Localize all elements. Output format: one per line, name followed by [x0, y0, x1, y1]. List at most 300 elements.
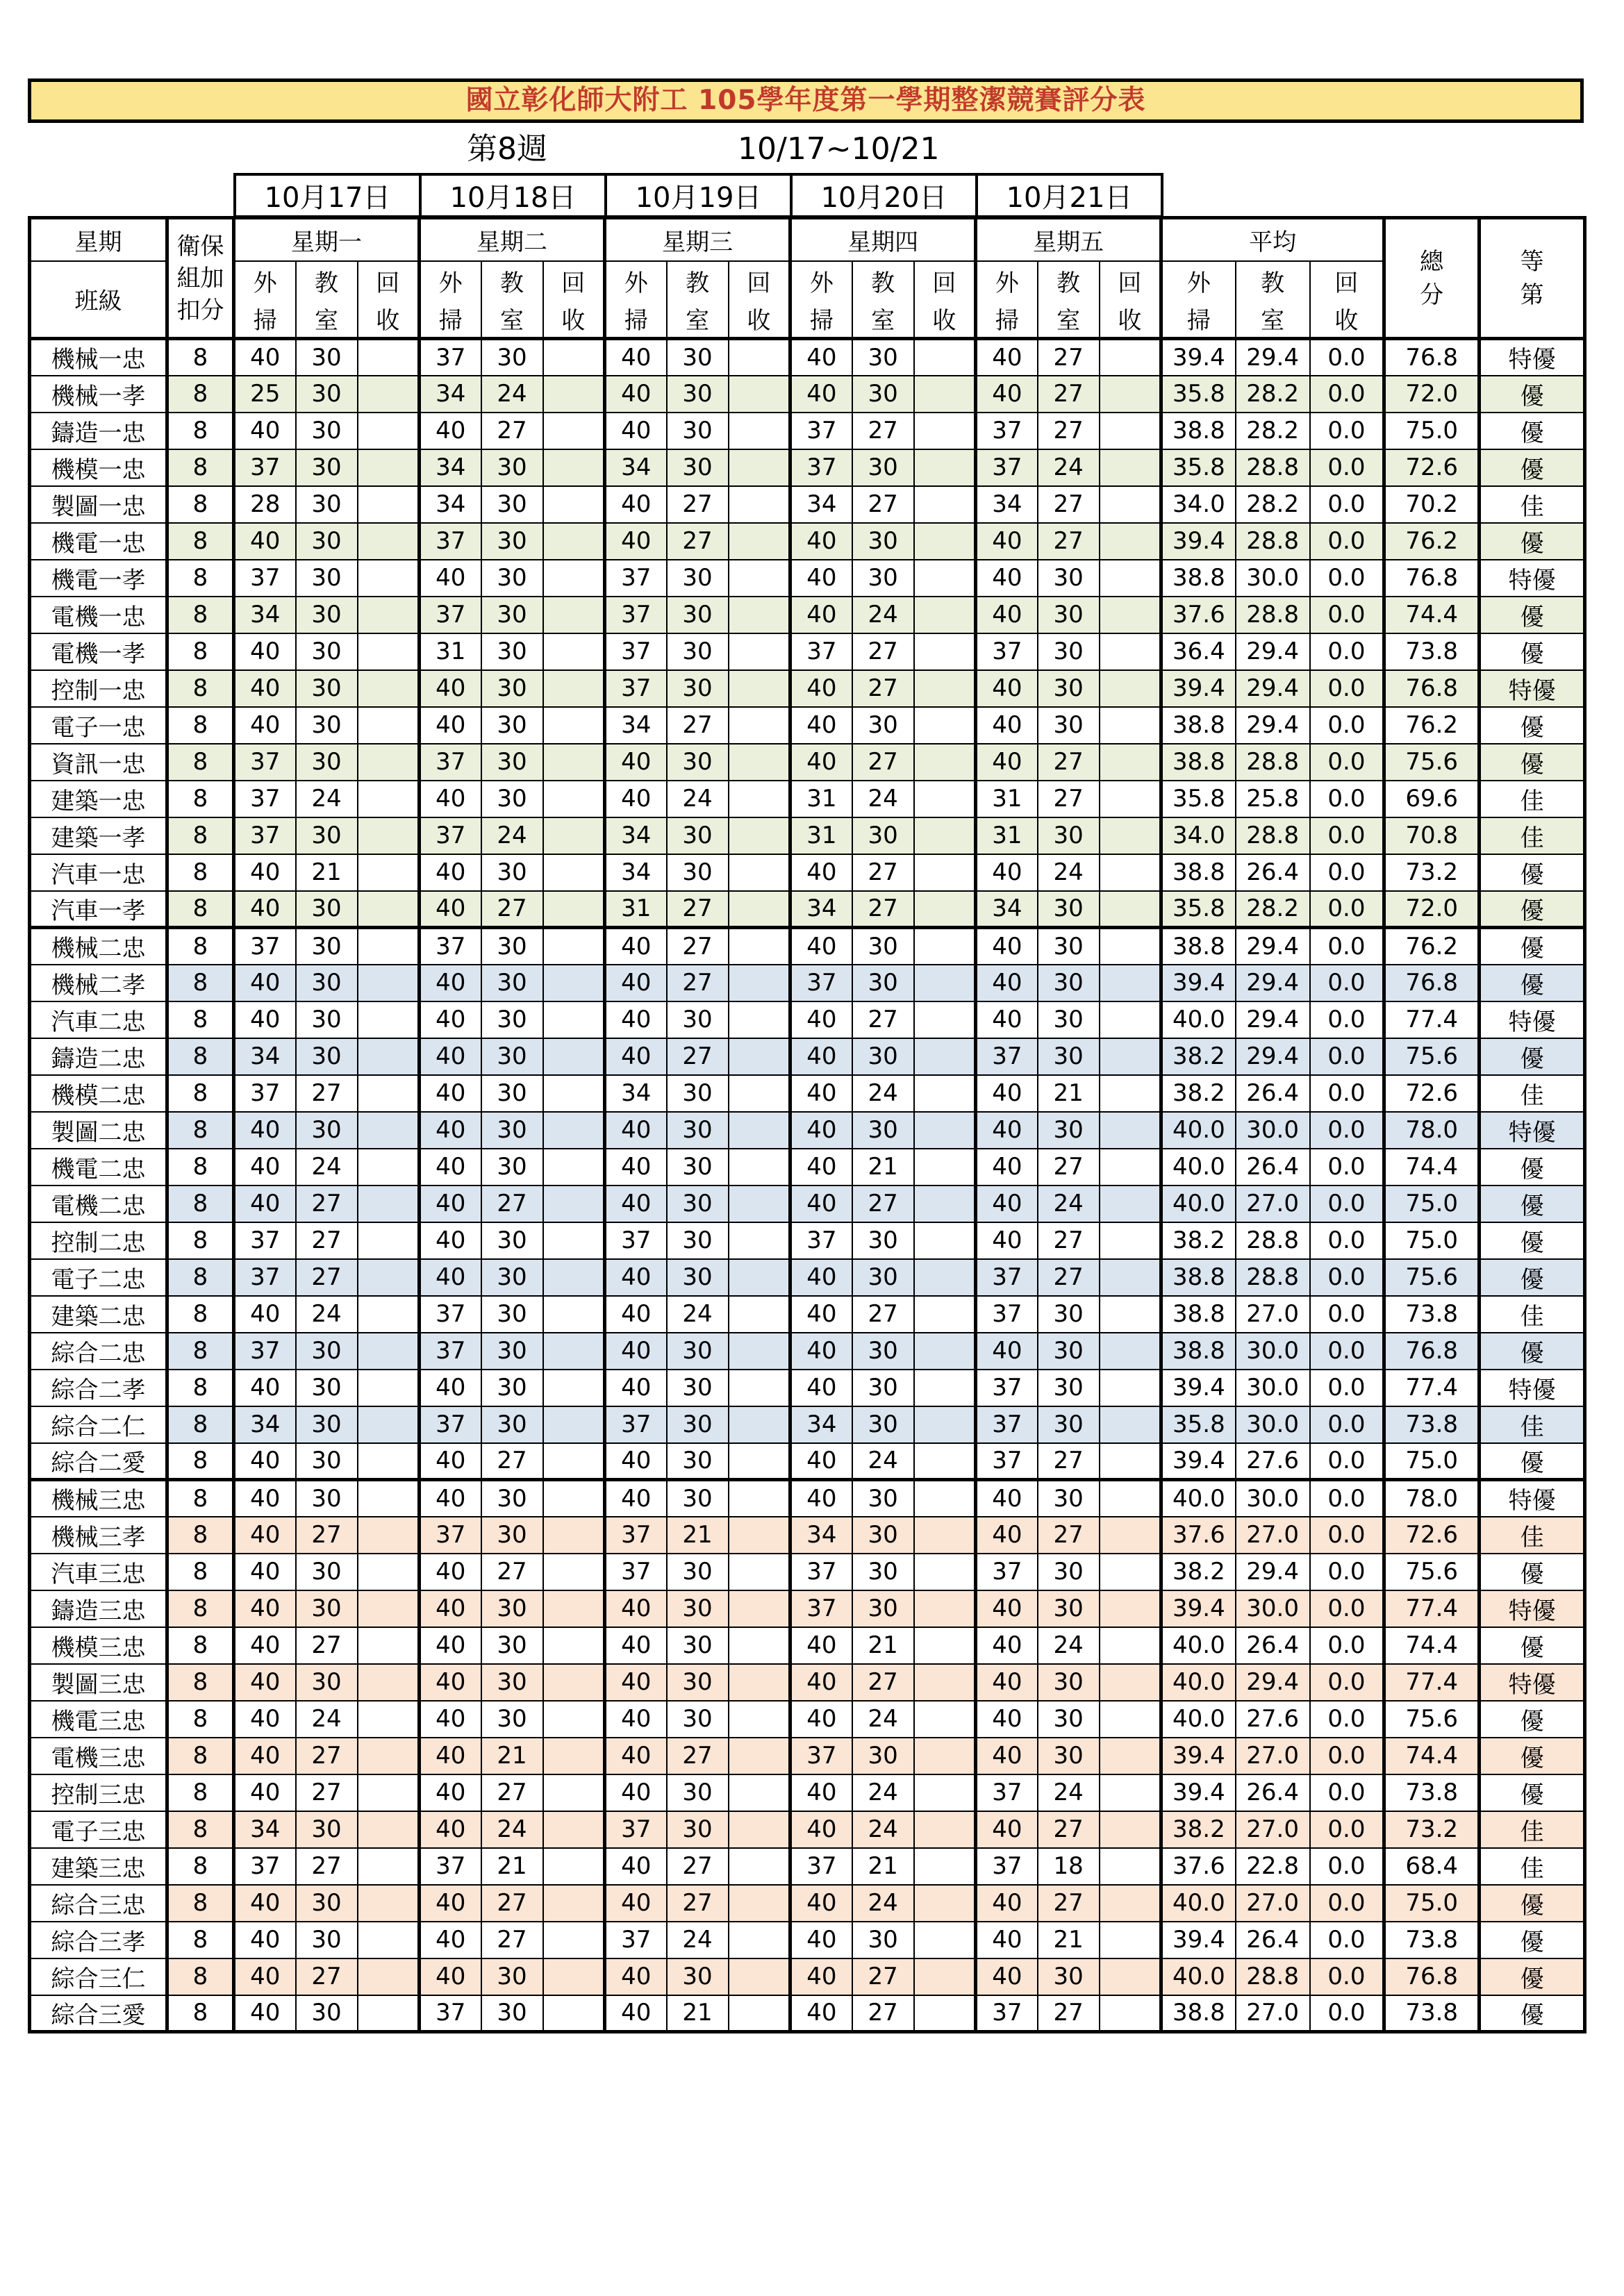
score-cell: 30 [1038, 1664, 1100, 1701]
score-cell: 40 [420, 1664, 481, 1701]
table-row [30, 339, 1585, 376]
class-name-cell: 機模一忠 [30, 449, 167, 486]
score-cell: 40 [976, 339, 1038, 376]
score-cell: 30 [1038, 1554, 1100, 1590]
score-cell: 37 [234, 1333, 296, 1370]
score-cell [543, 1222, 605, 1259]
score-cell: 40 [976, 1958, 1038, 1995]
score-cell [358, 1333, 420, 1370]
deduct-cell: 8 [167, 486, 234, 523]
score-cell: 30 [296, 1885, 358, 1922]
score-cell: 37 [790, 965, 852, 1001]
table-row [30, 413, 1585, 449]
score-cell: 30 [481, 633, 543, 670]
score-cell: 30 [481, 486, 543, 523]
score-cell: 30 [481, 1222, 543, 1259]
score-cell [358, 1701, 420, 1738]
grade-cell: 特優 [1480, 670, 1585, 707]
score-cell: 27 [852, 1958, 914, 1995]
table-row [30, 707, 1585, 744]
score-cell: 21 [852, 1848, 914, 1885]
deduct-cell: 8 [167, 1112, 234, 1149]
score-cell: 27 [1038, 413, 1100, 449]
score-cell: 40 [976, 376, 1038, 413]
deduct-cell: 8 [167, 1259, 234, 1296]
score-cell [914, 1664, 976, 1701]
average-cell: 27.0 [1236, 1811, 1310, 1848]
table-row [30, 1443, 1585, 1480]
score-cell: 30 [1038, 707, 1100, 744]
score-cell: 30 [667, 1149, 729, 1186]
score-cell: 34 [790, 1406, 852, 1443]
score-cell: 30 [481, 1296, 543, 1333]
date-cell: 10月20日 [791, 174, 977, 217]
average-cell: 0.0 [1310, 339, 1384, 376]
class-name-cell: 綜合三忠 [30, 1885, 167, 1922]
score-cell: 40 [976, 1149, 1038, 1186]
average-cell: 29.4 [1236, 1038, 1310, 1075]
score-cell: 37 [976, 633, 1038, 670]
score-cell: 34 [234, 1038, 296, 1075]
score-cell: 24 [1038, 449, 1100, 486]
score-cell [1100, 486, 1161, 523]
sub-header: 室 [296, 300, 358, 339]
score-cell: 40 [790, 1922, 852, 1958]
score-cell [358, 1406, 420, 1443]
score-cell: 40 [420, 1922, 481, 1958]
score-cell: 30 [667, 1480, 729, 1517]
total-cell: 76.8 [1384, 339, 1480, 376]
score-cell: 30 [481, 449, 543, 486]
score-cell [543, 1333, 605, 1370]
score-cell [1100, 1590, 1161, 1627]
average-cell: 35.8 [1161, 781, 1236, 817]
class-name-cell: 建築三忠 [30, 1848, 167, 1885]
score-cell: 24 [852, 1701, 914, 1738]
average-cell: 29.4 [1236, 707, 1310, 744]
average-cell: 0.0 [1310, 965, 1384, 1001]
average-cell: 26.4 [1236, 1774, 1310, 1811]
score-cell [543, 486, 605, 523]
grade-cell: 優 [1480, 1738, 1585, 1774]
score-cell: 40 [790, 1001, 852, 1038]
score-cell: 34 [790, 891, 852, 928]
score-cell: 30 [667, 633, 729, 670]
score-cell: 24 [481, 1811, 543, 1848]
sub-header: 外 [420, 261, 481, 300]
table-row [30, 1038, 1585, 1075]
sub-header: 收 [914, 300, 976, 339]
score-cell: 40 [790, 1296, 852, 1333]
score-cell: 27 [296, 1774, 358, 1811]
score-cell: 24 [852, 1811, 914, 1848]
class-name-cell: 綜合二仁 [30, 1406, 167, 1443]
average-cell: 0.0 [1310, 449, 1384, 486]
table-row [30, 891, 1585, 928]
score-cell: 40 [605, 1848, 667, 1885]
score-cell: 30 [1038, 891, 1100, 928]
score-cell: 40 [605, 1370, 667, 1406]
average-cell: 28.2 [1236, 486, 1310, 523]
score-cell [358, 413, 420, 449]
score-cell: 30 [296, 670, 358, 707]
average-cell: 0.0 [1310, 891, 1384, 928]
score-cell [1100, 1738, 1161, 1774]
score-cell: 37 [976, 1370, 1038, 1406]
average-cell: 28.8 [1236, 523, 1310, 560]
class-name-cell: 汽車一孝 [30, 891, 167, 928]
score-cell [729, 449, 790, 486]
total-cell: 76.2 [1384, 707, 1480, 744]
score-cell: 27 [481, 1885, 543, 1922]
score-cell: 27 [481, 413, 543, 449]
score-cell: 27 [852, 744, 914, 781]
grade-cell: 優 [1480, 597, 1585, 633]
score-cell: 27 [1038, 376, 1100, 413]
grade-cell: 佳 [1480, 1296, 1585, 1333]
table-row [30, 1958, 1585, 1995]
average-cell: 28.2 [1236, 891, 1310, 928]
score-cell [543, 1517, 605, 1554]
score-cell: 40 [790, 1038, 852, 1075]
average-cell: 38.2 [1161, 1075, 1236, 1112]
score-cell: 37 [790, 1738, 852, 1774]
table-row [30, 1075, 1585, 1112]
score-cell: 30 [296, 928, 358, 965]
score-cell [1100, 1811, 1161, 1848]
average-cell: 0.0 [1310, 1001, 1384, 1038]
date-range: 10/17~10/21 [738, 131, 940, 167]
average-cell: 30.0 [1236, 1590, 1310, 1627]
average-cell: 30.0 [1236, 560, 1310, 597]
grade-cell: 優 [1480, 1922, 1585, 1958]
average-cell: 39.4 [1161, 523, 1236, 560]
score-cell [729, 1370, 790, 1406]
score-cell [729, 1222, 790, 1259]
grade-cell: 優 [1480, 449, 1585, 486]
score-cell [729, 1333, 790, 1370]
score-cell [914, 1443, 976, 1480]
score-cell: 30 [481, 597, 543, 633]
day-header: 星期一 [234, 218, 420, 261]
score-cell: 30 [852, 1738, 914, 1774]
total-cell: 75.0 [1384, 1443, 1480, 1480]
score-cell: 30 [1038, 1701, 1100, 1738]
score-cell [729, 1038, 790, 1075]
class-name-cell: 機模三忠 [30, 1627, 167, 1664]
score-cell: 34 [790, 486, 852, 523]
grade-cell: 佳 [1480, 817, 1585, 854]
score-cell: 31 [976, 781, 1038, 817]
score-cell [1100, 744, 1161, 781]
score-cell: 40 [790, 376, 852, 413]
grade-cell: 優 [1480, 1038, 1585, 1075]
score-cell: 30 [481, 1406, 543, 1443]
score-cell: 40 [420, 781, 481, 817]
score-cell: 40 [420, 1186, 481, 1222]
score-cell: 40 [790, 1885, 852, 1922]
score-cell [543, 1995, 605, 2032]
grade-cell: 優 [1480, 1958, 1585, 1995]
score-cell [1100, 376, 1161, 413]
day-header: 星期三 [605, 218, 790, 261]
score-cell: 30 [667, 817, 729, 854]
score-cell: 40 [234, 670, 296, 707]
score-cell [358, 891, 420, 928]
deduct-cell: 8 [167, 1958, 234, 1995]
score-cell: 30 [296, 817, 358, 854]
score-cell: 40 [420, 891, 481, 928]
score-cell [358, 523, 420, 560]
class-name-cell: 控制二忠 [30, 1222, 167, 1259]
score-cell: 30 [296, 597, 358, 633]
deduct-cell: 8 [167, 1186, 234, 1222]
score-cell: 30 [481, 1259, 543, 1296]
score-cell [1100, 1406, 1161, 1443]
score-cell: 40 [605, 413, 667, 449]
average-cell: 0.0 [1310, 1149, 1384, 1186]
score-cell: 40 [420, 1627, 481, 1664]
class-name-cell: 機械一孝 [30, 376, 167, 413]
score-cell [914, 1186, 976, 1222]
score-cell: 30 [852, 1370, 914, 1406]
average-cell: 27.0 [1236, 1296, 1310, 1333]
score-cell: 30 [852, 928, 914, 965]
grade-cell: 優 [1480, 413, 1585, 449]
score-cell: 30 [296, 1370, 358, 1406]
score-cell [1100, 1443, 1161, 1480]
sub-header: 掃 [976, 300, 1038, 339]
average-cell: 0.0 [1310, 1480, 1384, 1517]
score-cell: 27 [1038, 339, 1100, 376]
score-cell: 34 [234, 1406, 296, 1443]
average-cell: 39.4 [1161, 1922, 1236, 1958]
deduct-cell: 8 [167, 413, 234, 449]
average-cell: 0.0 [1310, 1885, 1384, 1922]
score-cell [729, 1186, 790, 1222]
grade-cell: 特優 [1480, 1112, 1585, 1149]
sub-header: 室 [852, 300, 914, 339]
score-cell [914, 1149, 976, 1186]
average-cell: 28.2 [1236, 413, 1310, 449]
class-name-cell: 機械二忠 [30, 928, 167, 965]
score-cell: 24 [1038, 854, 1100, 891]
score-cell: 27 [1038, 1811, 1100, 1848]
score-cell: 40 [234, 1664, 296, 1701]
average-cell: 38.2 [1161, 1811, 1236, 1848]
score-cell [543, 1738, 605, 1774]
average-cell: 29.4 [1236, 1001, 1310, 1038]
score-cell: 30 [852, 1222, 914, 1259]
score-cell: 27 [1038, 1222, 1100, 1259]
table-row [30, 523, 1585, 560]
score-cell [358, 1443, 420, 1480]
score-cell: 24 [296, 1701, 358, 1738]
sub-header: 教 [667, 261, 729, 300]
score-cell: 30 [296, 1554, 358, 1590]
average-cell: 28.8 [1236, 1958, 1310, 1995]
sub-header: 室 [1236, 300, 1310, 339]
score-cell: 37 [976, 1774, 1038, 1811]
score-cell: 40 [234, 1554, 296, 1590]
average-cell: 37.6 [1161, 1517, 1236, 1554]
class-name-cell: 綜合三仁 [30, 1958, 167, 1995]
score-cell: 40 [790, 854, 852, 891]
table-row [30, 486, 1585, 523]
score-cell: 34 [605, 707, 667, 744]
score-cell: 30 [852, 449, 914, 486]
class-name-cell: 機電一孝 [30, 560, 167, 597]
score-cell: 37 [234, 449, 296, 486]
average-cell: 39.4 [1161, 1443, 1236, 1480]
score-cell [543, 781, 605, 817]
score-cell: 27 [852, 1186, 914, 1222]
average-cell: 0.0 [1310, 1958, 1384, 1995]
score-cell [543, 1112, 605, 1149]
score-cell: 40 [234, 1922, 296, 1958]
grade-cell: 優 [1480, 523, 1585, 560]
score-cell: 21 [667, 1517, 729, 1554]
score-cell: 37 [976, 1995, 1038, 2032]
score-cell [1100, 670, 1161, 707]
score-cell: 30 [296, 1406, 358, 1443]
score-cell: 40 [976, 1112, 1038, 1149]
score-cell: 40 [234, 1774, 296, 1811]
sub-header: 掃 [790, 300, 852, 339]
score-cell [1100, 1517, 1161, 1554]
score-cell: 40 [790, 523, 852, 560]
score-cell: 30 [852, 339, 914, 376]
score-cell: 37 [790, 449, 852, 486]
average-cell: 28.8 [1236, 817, 1310, 854]
grade-cell: 特優 [1480, 1370, 1585, 1406]
score-cell: 30 [481, 1480, 543, 1517]
score-cell: 27 [852, 891, 914, 928]
deduct-cell: 8 [167, 1443, 234, 1480]
score-cell: 21 [481, 1738, 543, 1774]
deduct-cell: 8 [167, 928, 234, 965]
day-header: 星期四 [790, 218, 976, 261]
score-cell: 40 [976, 1922, 1038, 1958]
score-cell [543, 449, 605, 486]
score-cell [914, 1738, 976, 1774]
score-cell [358, 1075, 420, 1112]
deduct-cell: 8 [167, 1995, 234, 2032]
score-cell: 37 [234, 817, 296, 854]
score-cell: 37 [605, 1406, 667, 1443]
score-cell [358, 597, 420, 633]
table-row [30, 597, 1585, 633]
score-cell [729, 670, 790, 707]
score-cell [358, 633, 420, 670]
score-cell: 30 [667, 449, 729, 486]
score-cell [914, 781, 976, 817]
score-cell: 30 [667, 339, 729, 376]
score-cell: 30 [852, 1038, 914, 1075]
score-cell: 40 [605, 1038, 667, 1075]
grade-cell: 優 [1480, 633, 1585, 670]
average-cell: 27.0 [1236, 1517, 1310, 1554]
score-cell: 40 [790, 1370, 852, 1406]
table-row [30, 1774, 1585, 1811]
sub-header: 收 [1100, 300, 1161, 339]
score-cell: 30 [296, 1112, 358, 1149]
score-cell: 37 [605, 560, 667, 597]
score-cell [914, 1222, 976, 1259]
deduct-cell: 8 [167, 1590, 234, 1627]
score-cell: 30 [1038, 670, 1100, 707]
score-cell: 30 [1038, 1958, 1100, 1995]
score-cell [729, 1517, 790, 1554]
score-cell: 30 [296, 339, 358, 376]
deduct-cell: 8 [167, 670, 234, 707]
score-cell [729, 1296, 790, 1333]
score-cell [914, 597, 976, 633]
score-cell: 30 [667, 1001, 729, 1038]
score-cell: 21 [481, 1848, 543, 1885]
score-cell: 27 [1038, 1443, 1100, 1480]
average-cell: 0.0 [1310, 1848, 1384, 1885]
score-cell [729, 891, 790, 928]
deduct-cell: 8 [167, 1333, 234, 1370]
score-cell: 40 [976, 560, 1038, 597]
score-cell [358, 486, 420, 523]
class-name-cell: 製圖三忠 [30, 1664, 167, 1701]
score-cell: 37 [234, 928, 296, 965]
class-name-cell: 建築一孝 [30, 817, 167, 854]
total-cell: 77.4 [1384, 1370, 1480, 1406]
deduct-cell: 8 [167, 597, 234, 633]
score-cell: 30 [481, 523, 543, 560]
score-cell [358, 707, 420, 744]
score-cell: 37 [420, 1517, 481, 1554]
score-cell [914, 1995, 976, 2032]
total-cell: 75.6 [1384, 1554, 1480, 1590]
score-cell [358, 1001, 420, 1038]
sub-header: 掃 [234, 300, 296, 339]
score-cell: 40 [605, 1443, 667, 1480]
score-cell: 40 [420, 1958, 481, 1995]
score-cell: 37 [605, 1554, 667, 1590]
score-cell: 40 [976, 1480, 1038, 1517]
class-name-cell: 控制一忠 [30, 670, 167, 707]
score-cell [729, 1995, 790, 2032]
average-cell: 0.0 [1310, 1664, 1384, 1701]
total-cell: 76.8 [1384, 1333, 1480, 1370]
score-cell: 40 [790, 928, 852, 965]
average-cell: 38.8 [1161, 928, 1236, 965]
average-cell: 0.0 [1310, 1222, 1384, 1259]
score-cell: 30 [667, 1186, 729, 1222]
score-cell [729, 1590, 790, 1627]
score-cell: 30 [852, 1333, 914, 1370]
score-cell [914, 413, 976, 449]
score-cell: 24 [852, 1075, 914, 1112]
score-cell [729, 633, 790, 670]
score-cell: 31 [976, 817, 1038, 854]
class-name-cell: 電機一忠 [30, 597, 167, 633]
score-cell: 40 [234, 339, 296, 376]
class-name-cell: 電子三忠 [30, 1811, 167, 1848]
score-cell: 40 [420, 965, 481, 1001]
score-cell [358, 781, 420, 817]
score-cell: 27 [667, 891, 729, 928]
grade-cell: 優 [1480, 1995, 1585, 2032]
total-cell: 75.6 [1384, 744, 1480, 781]
score-cell: 40 [976, 707, 1038, 744]
grade-cell: 特優 [1480, 1590, 1585, 1627]
score-cell [914, 1296, 976, 1333]
